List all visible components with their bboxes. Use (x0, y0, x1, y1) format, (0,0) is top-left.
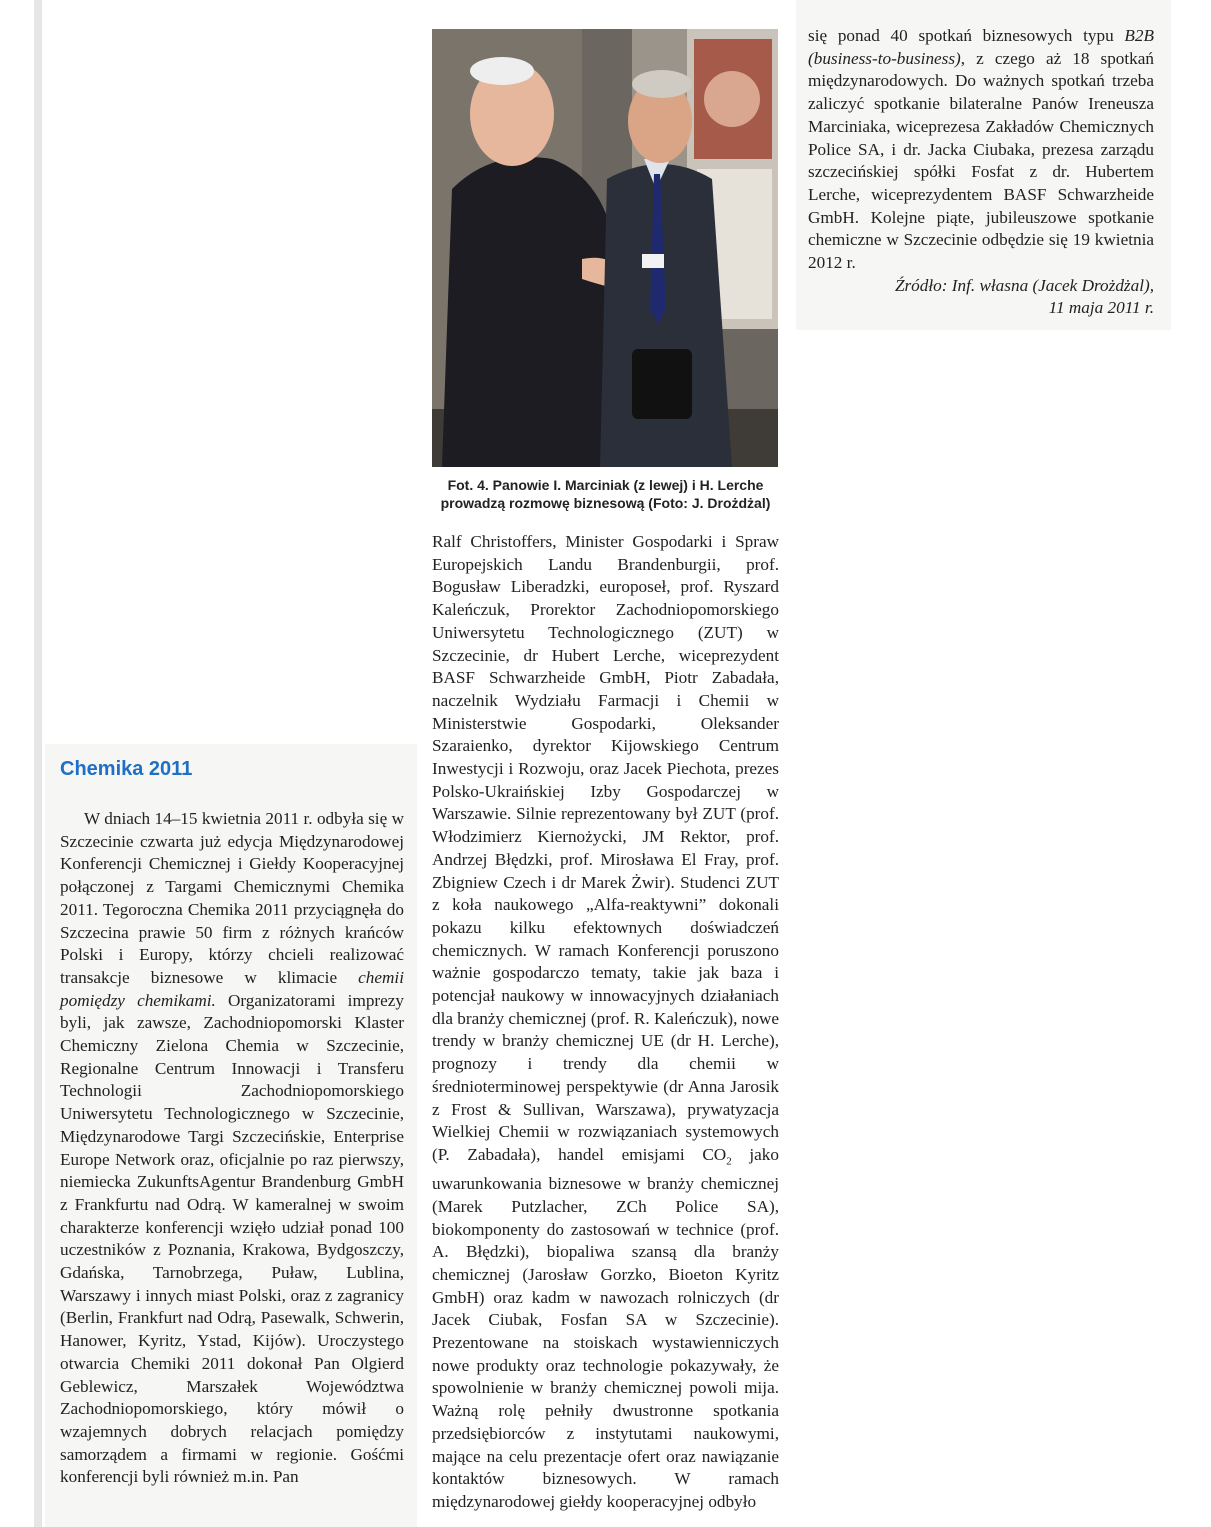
right-column-paragraph (808, 25, 1154, 275)
left-text-2: Organizatorami imprezy byli, jak zawsze, Zachodniopomorski Klaster Chemiczny Zielona Chemia w Szczecinie, Regionalne Centrum Innowacji i Transferu Technologii Zachodniopomorskiego Uniwersytetu Technologicznego w Szczecinie, Międzynarodowe Targi Szczecińskie, Enterprise Europe Network oraz, oficjalnie po raz pierwszy, niemiecka ZukunftsAgentur Brandenburg GmbH z Frankfurtu nad Odrą. W kameralnej w swoim charakterze konferencji wzięło udział ponad 100 uczestników z Poznania, Krakowa, Bydgoszczy, Gdańska, Tarnobrzega, Puław, Lublina, Warszawy i innych miast Polski, oraz z zagranicy (Berlin, Frankfurt nad Odrą, Pasewalk, Schwerin, Hanower, Kyritz, Ystad, Kijów). Uroczystego otwarcia Chemiki 2011 dokonał Pan Olgierd Geblewicz, Marszałek Województwa Zachodniopomorskiego, który mówił o wzajemnych dobrych relacjach pomiędzy samorządem a firmami w regionie. Gośćmi konferencji byli również m.in. Pan (60, 990, 404, 1487)
left-text-italic: chemii pomiędzy chemikami. (60, 967, 404, 1010)
left-column (60, 808, 404, 1489)
left-text-1: W dniach 14–15 kwietnia 2011 r. odbyła się w Szczecinie czwarta już edycja Międzynarodowej Konferencji Chemicznej i Giełdy Kooperacyjnej połączonej z Targami Chemicznymi Chemika 2011. Tegoroczna Chemika 2011 przyciągnęła do Szczecina prawie 50 firm z różnych krańców Polski i Europy, którzy chcieli realizować transakcje biznesowe w klimacie (60, 809, 404, 987)
source-line-1: Źródło: Inf. własna (Jacek Drożdżal), (894, 275, 1154, 295)
right-column (808, 25, 1154, 320)
middle-text-1: Ralf Christoffers, Minister Gospodarki i Spraw Europejskich Landu Brandenburgii, prof. Bogusław Liberadzki, europoseł, prof. Ryszard Kaleńczuk, Prorektor Zachodniopomorskiego Uniwersytetu Technologicznego (ZUT) w Szczecinie, dr Hubert Lerche, wiceprezydent BASF Schwarzheide GmbH, Piotr Zabadała, naczelnik Wydziału Farmacji i Chemii w Ministerstwie Gospodarki, Oleksander Szaraienko, dyrektor Kijowskiego Centrum Inwestycji i Rozwoju, oraz Jacek Piechota, prezes Polsko-Ukraińskiej Izby Gospodarczej w Warszawie. Silnie reprezentowany był ZUT (prof. Włodzimierz Kiernożycki, JM Rektor, prof. Andrzej Błędzki, prof. Mirosława El Fray, prof. Zbigniew Czech i dr Marek Żwir). Studenci ZUT z koła naukowego „Alfa-reaktywni” dokonali pokazu kilku efektownych doświadczeń chemicznych. W ramach Konferencji poruszono ważnie gospodarczo tematy, takie jak baza i potencjał naukowy w innowacyjnych działaniach dla branży chemicznej (prof. R. Kaleńczuk), nowe trendy w branży chemicznej UE (dr H. Lerche), prognozy i trendy dla chemii w średnioterminowej perspektywie (dr Anna Jarosik z Frost & Sullivan, Warszawa), prywatyzacja Wielkiej Chemii w rozwiązaniach systemowych (P. Zabadała), handel emisjami (432, 532, 779, 1164)
right-text-2: , z czego aż 18 spotkań międzynarodowych. Do ważnych spotkań trzeba zaliczyć spotkanie bilateralne Panów Ireneusza Marciniaka, wiceprezesa Zakładów Chemicznych Police SA, i dr. Jacka Ciubaka, prezesa zarządu szczecińskiej spółki Fosfat z dr. Hubertem Lerche, wiceprezydentem BASF Schwarzheide GmbH. Kolejne piąte, jubileuszowe spotkanie chemiczne w Szczecinie odbędzie się 19 kwietnia 2012 r. (808, 48, 1154, 273)
left-column-paragraph (60, 808, 404, 1489)
section-title: Chemika 2011 (60, 758, 193, 780)
right-text-1: się ponad 40 spotkań biznesowych typu (808, 26, 1125, 45)
photo-illustration (432, 29, 778, 467)
middle-text-2: jako uwarunkowania biznesowe w branży chemicznej (Marek Putzlacher, ZCh Police SA), biokomponenty do zastosowań w technice (prof. A. Błędzki), biopaliwa szansą dla branży chemicznej (Jarosław Gorzko, Bioeton Kyritz GmbH) oraz kadm w nawozach rolniczych (dr Jacek Ciubak, Fosfan SA w Szczecinie). Prezentowane na stoiskach wystawienniczych nowe produkty oraz technologie pokazywały, że spowolnienie w branży chemicznej powoli mija. Ważną rolę pełniły dwustronne spotkania przedsiębiorców z instytutami naukowymi, mające na celu prezentacje ofert oraz nawiązanie kontaktów biznesowych. W ramach międzynarodowej giełdy kooperacyjnej odbyło (432, 1144, 779, 1511)
source-line-2: 11 maja 2011 r. (1048, 298, 1154, 318)
right-text-italic: B2B (business-to-business) (808, 26, 1154, 68)
photo-caption: Fot. 4. Panowie I. Marciniak (z lewej) i H. Lerche prowadzą rozmowę biznesową (Foto: J. Drożdżal) (440, 477, 771, 511)
co2-formula: CO (702, 1144, 727, 1164)
co2-subscript: 2 (726, 1155, 732, 1168)
middle-column (432, 531, 779, 1514)
middle-column-paragraph (432, 531, 779, 1514)
page-edge-shadow (34, 0, 42, 1527)
photo-two-men (432, 29, 778, 467)
